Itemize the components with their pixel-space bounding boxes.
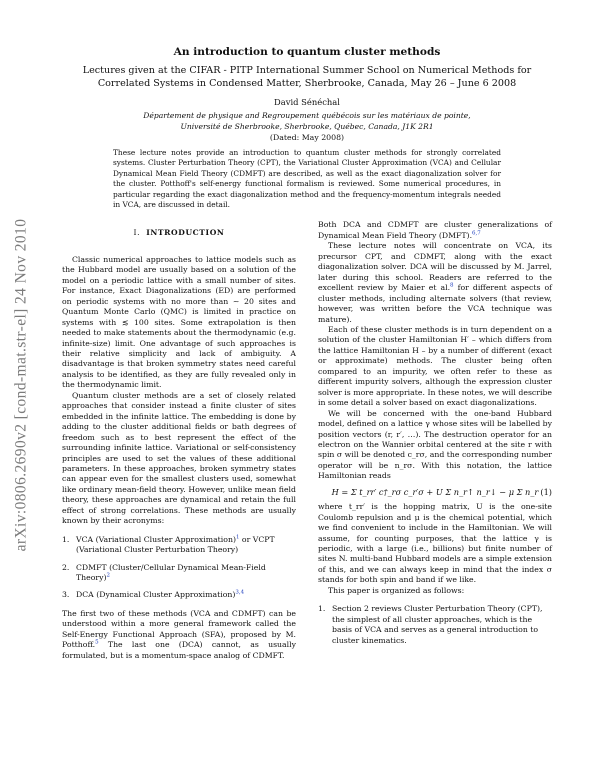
hamiltonian-equation [318, 487, 552, 497]
arxiv-identifier: arXiv:0806.2690v2 [cond-mat.str-el] 24 Nov 2010 [12, 218, 29, 552]
paper-title: An introduction to quantum cluster methods [173, 46, 441, 58]
equation-number: (1) [540, 486, 552, 497]
list-item [62, 535, 296, 556]
paragraph-text-continued: for different aspects of cluster methods, including alternate solvers (that review, however, was written before the VCA technique was mature). [318, 283, 552, 324]
list-item-text: DCA (Dynamical Cluster Approximation) [76, 590, 236, 600]
section-title: INTRODUCTION [146, 228, 225, 238]
list-item-text-continued: or VCPT (Variational Cluster Perturbation Theory) [76, 534, 275, 555]
paragraph-text: These lecture notes will concentrate on VCA, its precursor CPT, and CDMFT, along with the exact diagonalization solver. DCA will be discussed by M. Jarrel, later during this school. Readers are referred to the excellent review by Maier et al. [318, 241, 552, 293]
two-column-body [62, 220, 552, 661]
paper-page [62, 42, 552, 661]
affiliation-line-1: Département de physique and Regroupement québécois sur les matériaux de pointe, [143, 111, 471, 120]
paragraph-text-continued: The last one (DCA) cannot, as usually formulated, but is a momentum-space analog of CDMFT. [62, 640, 296, 660]
author-name: David Sénéchal [274, 97, 340, 107]
affiliation-line-2: Université de Sherbrooke, Sherbrooke, Québec, Canada, J1K 2R1 [180, 122, 434, 131]
list-number: 1. [318, 604, 326, 614]
section-number: I. [133, 228, 141, 238]
paragraph-intro-2: Quantum cluster methods are a set of closely related approaches that consider instead a finite cluster of sites embedded in the infinite lattice. The embedding is done by adding to the cluster additional fields or bath degrees of freedom such as to best represent the effect of the surrounding infinite lattice. Variational or self-consistency principles are used to set the values of these additional parameters. In these approaches, broken symmetry states can appear even for the smallest clusters used, somewhat like ordinary mean-field theory. However, unlike mean field theory, these approaches are dynamical and retain the full effect of strong correlations. These methods are usually known by their acronyms: [62, 390, 296, 526]
equation-body: H = Σ t_rr′ c†_rσ c_r′σ + U Σ n_r↑ n_r↓ − μ Σ n_r [331, 486, 539, 497]
section-heading [62, 228, 296, 238]
paragraph-intro-1: Classic numerical approaches to lattice models such as the Hubbard model are usually based on a solution of the model on a periodic lattice with a small number of sites. For instance, Exact Diagonalizations (ED) are performed on periodic systems with no more than ∼ 20 sites and Quantum Monte Carlo (QMC) is limited in practice on systems with ≲ 100 sites. Some extrapolation is then needed to make statements about the thermodynamic (e.g. infinite-size) limit. One advantage of such approaches is their relative simplicity and lack of ambiguity. A disadvantage is that broken symmetry states need careful analysis to be identified, as they are fully revealed only in the thermodynamic limit. [62, 254, 296, 390]
list-item-text: CDMFT (Cluster/Cellular Dynamical Mean-Field Theory) [76, 562, 266, 583]
arxiv-stamp [8, 150, 34, 620]
methods-list [62, 535, 296, 601]
reference-link[interactable]: 5 [95, 639, 99, 646]
list-number: 3. [62, 590, 70, 600]
paragraph-solvers: Each of these cluster methods is in turn dependent on a solution of the cluster Hamiltonian H′ – which differs from the lattice Hamiltonian H – by a number of different (exact or approximate) methods. The cluster being often compared to an impurity, we often refer to these as different impurity solvers, although the expression cluster solver is more appropriate. In these notes, we will describe in some detail a solver based on exact diagonalizations. [318, 324, 552, 408]
reference-link[interactable]: 2 [106, 572, 111, 579]
paper-subtitle: Lectures given at the CIFAR - PITP International Summer School on Numerical Methods for Correlated Systems in Condensed Matter, Sherbrooke, Canada, May 26 – June 6 2008 [82, 65, 532, 89]
reference-link[interactable]: 1 [235, 534, 240, 541]
reference-link[interactable]: 8 [450, 282, 454, 289]
paragraph-hubbard: We will be concerned with the one-band Hubbard model, defined on a lattice γ whose sites will be labelled by position vectors (r, r′, …). The destruction operator for an electron on the Wannier orbital centered at the site r with spin σ will be denoted c_rσ, and the corresponding number operator will be n_rσ. With this notation, the lattice Hamiltonian reads [318, 408, 552, 481]
paragraph-focus [318, 241, 552, 325]
abstract: These lecture notes provide an introduction to quantum cluster methods for strongly correlated systems. Cluster Perturbation Theory (CPT), the Variational Cluster Approximation (VCA) and Cellular Dynamical Mean Field Theory (CDMFT) are described, as well as the exact diagonalization solver for the cluster. Potthoff's self-energy functional formalism is reviewed. Some numerical procedures, in particular regarding the exact diagonalization method and the frequency-momentum integrals needed in VCA, are discussed in detail. [113, 148, 501, 210]
list-number: 2. [62, 562, 70, 572]
paragraph-dmft [318, 220, 552, 241]
list-number: 1. [62, 534, 70, 544]
paragraph-text: The first two of these methods (VCA and CDMFT) can be understood within a more general framework called the Self-Energy Functional Approach (SFA), proposed by M. Potthoff. [62, 608, 296, 650]
paragraph-organization: This paper is organized as follows: [328, 585, 465, 595]
reference-link[interactable]: 6,7 [472, 230, 481, 237]
organization-list [318, 604, 552, 646]
list-item [62, 563, 296, 584]
left-column [62, 220, 296, 661]
paragraph-text: Both DCA and CDMFT are cluster generalizations of Dynamical Mean Field Theory (DMFT). [318, 220, 552, 240]
list-item-text: Section 2 reviews Cluster Perturbation Theory (CPT), the simplest of all cluster approaches, which is the basis of VCA and serves as a general introduction to cluster kinematics. [332, 604, 543, 645]
list-item [62, 590, 296, 600]
list-item-text: VCA (Variational Cluster Approximation) [76, 534, 236, 544]
right-column [318, 220, 552, 661]
list-item [318, 604, 552, 646]
reference-link[interactable]: 3,4 [235, 589, 245, 596]
paragraph-parameters: where t_rr′ is the hopping matrix, U is the one-site Coulomb repulsion and μ is the chemical potential, which we find convenient to include in the Hamiltonian. We will assume, for counting purposes, that the lattice γ is periodic, with a large (i.e., billions) but finite number of sites N. multi-band Hubbard models are a simple extension of this, and we can always keep in mind that the index σ stands for both spin and band if we like. [318, 502, 552, 585]
date-line: (Dated: May 2008) [269, 133, 345, 142]
paragraph-intro-3 [62, 609, 296, 661]
